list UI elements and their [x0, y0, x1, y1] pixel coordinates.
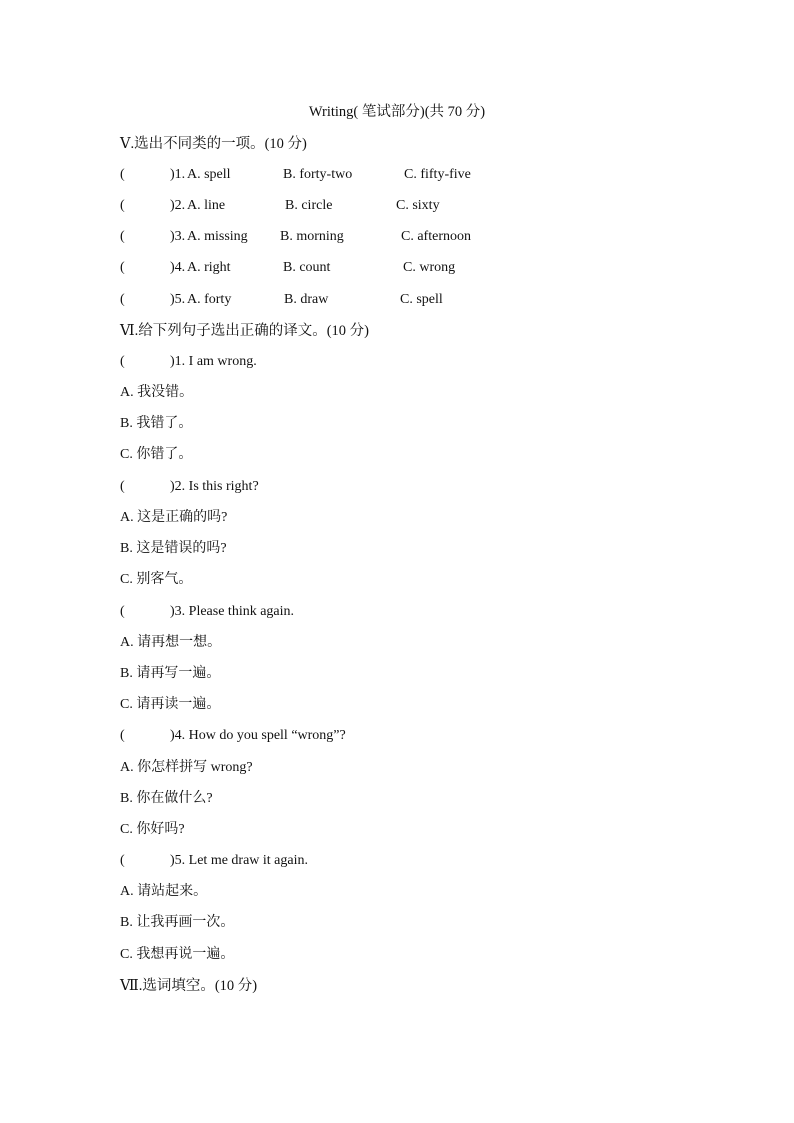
option-a: A. forty — [187, 292, 232, 307]
s6-q1-option-b: B. 我错了。 — [120, 416, 193, 431]
section-5-header: Ⅴ.选出不同类的一项。(10 分) — [120, 136, 307, 152]
s5-item-5 — [120, 290, 520, 310]
item-number: )4. — [170, 260, 186, 275]
question-stem: )4. How do you spell “wrong”? — [170, 728, 346, 743]
item-number: )2. — [170, 198, 186, 213]
answer-paren: ( — [120, 479, 125, 494]
item-number: )1. — [170, 167, 186, 182]
option-b: B. circle — [285, 198, 333, 213]
s5-item-1 — [120, 165, 520, 185]
option-a: A. right — [187, 260, 231, 275]
option-a: A. spell — [187, 167, 231, 182]
option-b: B. morning — [280, 229, 344, 244]
answer-paren: ( — [120, 260, 125, 275]
s6-q2-option-c: C. 别客气。 — [120, 572, 193, 587]
question-stem: )3. Please think again. — [170, 604, 295, 619]
s5-item-4 — [120, 258, 520, 278]
s6-question-3 — [120, 602, 294, 622]
option-c: C. sixty — [396, 198, 440, 213]
answer-paren: ( — [120, 354, 125, 369]
s6-question-5 — [120, 851, 308, 871]
s6-q1-option-c: C. 你错了。 — [120, 447, 193, 462]
item-number: )3. — [170, 229, 186, 244]
question-stem: )5. Let me draw it again. — [170, 853, 309, 868]
option-a: A. missing — [187, 229, 248, 244]
answer-paren: ( — [120, 292, 125, 307]
answer-paren: ( — [120, 728, 125, 743]
option-c: C. wrong — [403, 260, 456, 275]
answer-paren: ( — [120, 198, 125, 213]
page-title: Writing( 笔试部分)(共 70 分) — [308, 104, 486, 120]
section-7-header: Ⅶ.选词填空。(10 分) — [120, 978, 258, 994]
s6-q4-option-c: C. 你好吗? — [120, 822, 185, 837]
s6-q5-option-c: C. 我想再说一遍。 — [120, 947, 235, 962]
s6-question-4 — [120, 726, 346, 746]
s6-q2-option-b: B. 这是错误的吗? — [120, 541, 227, 556]
s6-q2-option-a: A. 这是正确的吗? — [120, 510, 228, 525]
option-a: A. line — [187, 198, 226, 213]
s5-item-3 — [120, 227, 520, 247]
s6-q3-option-c: C. 请再读一遍。 — [120, 697, 221, 712]
s6-question-2 — [120, 477, 259, 497]
question-stem: )2. Is this right? — [170, 479, 259, 494]
answer-paren: ( — [120, 853, 125, 868]
option-b: B. draw — [284, 292, 329, 307]
s6-q4-option-a: A. 你怎样拼写 wrong? — [120, 760, 253, 775]
s6-question-1 — [120, 352, 257, 372]
answer-paren: ( — [120, 167, 125, 182]
s6-q5-option-b: B. 让我再画一次。 — [120, 915, 235, 930]
option-b: B. count — [283, 260, 331, 275]
answer-paren: ( — [120, 604, 125, 619]
s5-item-2 — [120, 196, 520, 216]
option-c: C. spell — [400, 292, 443, 307]
s6-q3-option-a: A. 请再想一想。 — [120, 635, 222, 650]
option-c: C. afternoon — [401, 229, 471, 244]
answer-paren: ( — [120, 229, 125, 244]
s6-q1-option-a: A. 我没错。 — [120, 385, 194, 400]
s6-q4-option-b: B. 你在做什么? — [120, 791, 213, 806]
s6-q3-option-b: B. 请再写一遍。 — [120, 666, 221, 681]
question-stem: )1. I am wrong. — [170, 354, 257, 369]
section-6-header: Ⅵ.给下列句子选出正确的译文。(10 分) — [120, 323, 369, 339]
item-number: )5. — [170, 292, 186, 307]
option-c: C. fifty-five — [404, 167, 471, 182]
option-b: B. forty-two — [283, 167, 353, 182]
s6-q5-option-a: A. 请站起来。 — [120, 884, 208, 899]
